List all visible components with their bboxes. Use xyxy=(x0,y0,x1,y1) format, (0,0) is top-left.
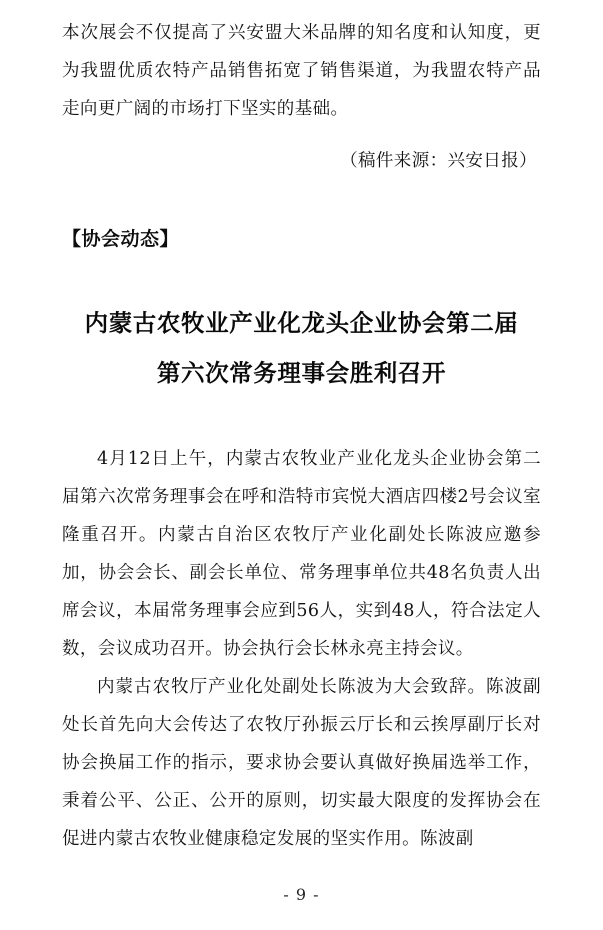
headline-line-2: 第六次常务理事会胜利召开 xyxy=(156,359,447,387)
section-gap xyxy=(62,180,541,222)
headline-gap-top xyxy=(62,256,541,298)
headline-gap-bottom xyxy=(62,398,541,440)
top-margin-spacer xyxy=(62,0,541,14)
page-number: - 9 - xyxy=(283,885,320,904)
top-paragraph: 本次展会不仅提高了兴安盟大米品牌的知名度和认知度，更为我盟优质农特产品销售拓宽了销售渠道，为我盟农特产品走向更广阔的市场打下坚实的基础。 xyxy=(62,23,541,119)
paragraph-gap-1 xyxy=(62,128,541,142)
body-paragraph-1: 4月12日上午，内蒙古农牧业产业化龙头企业协会第二届第六次常务理事会在呼和浩特市宾悦大酒店四楼2号会议室隆重召开。内蒙古自治区农牧厅产业化副处长陈波应邀参加，协会会长、副会长单位、常务理事单位共48名负责人出席会议，本届常务理事会应到56人，实到48人，符合法定人数，会议成功召开。协会执行会长林永亮主持会议。 xyxy=(62,449,541,659)
source-attribution: （稿件来源：兴安日报） xyxy=(340,151,537,171)
body-paragraph-2: 内蒙古农牧厅产业化处副处长陈波为大会致辞。陈波副处长首先向大会传达了农牧厅孙振云厅长和云挨厚副厅长对协会换届工作的指示，要求协会要认真做好换届选举工作，秉着公平、公正、公开的原则，切实最大限度的发挥协会在促进内蒙古农牧业健康稳定发展的坚实作用。陈波副 xyxy=(62,677,541,849)
section-tag-association-news: 【协会动态】 xyxy=(62,228,180,250)
headline-line-1: 内蒙古农牧业产业化龙头企业协会第二届 xyxy=(84,309,519,337)
